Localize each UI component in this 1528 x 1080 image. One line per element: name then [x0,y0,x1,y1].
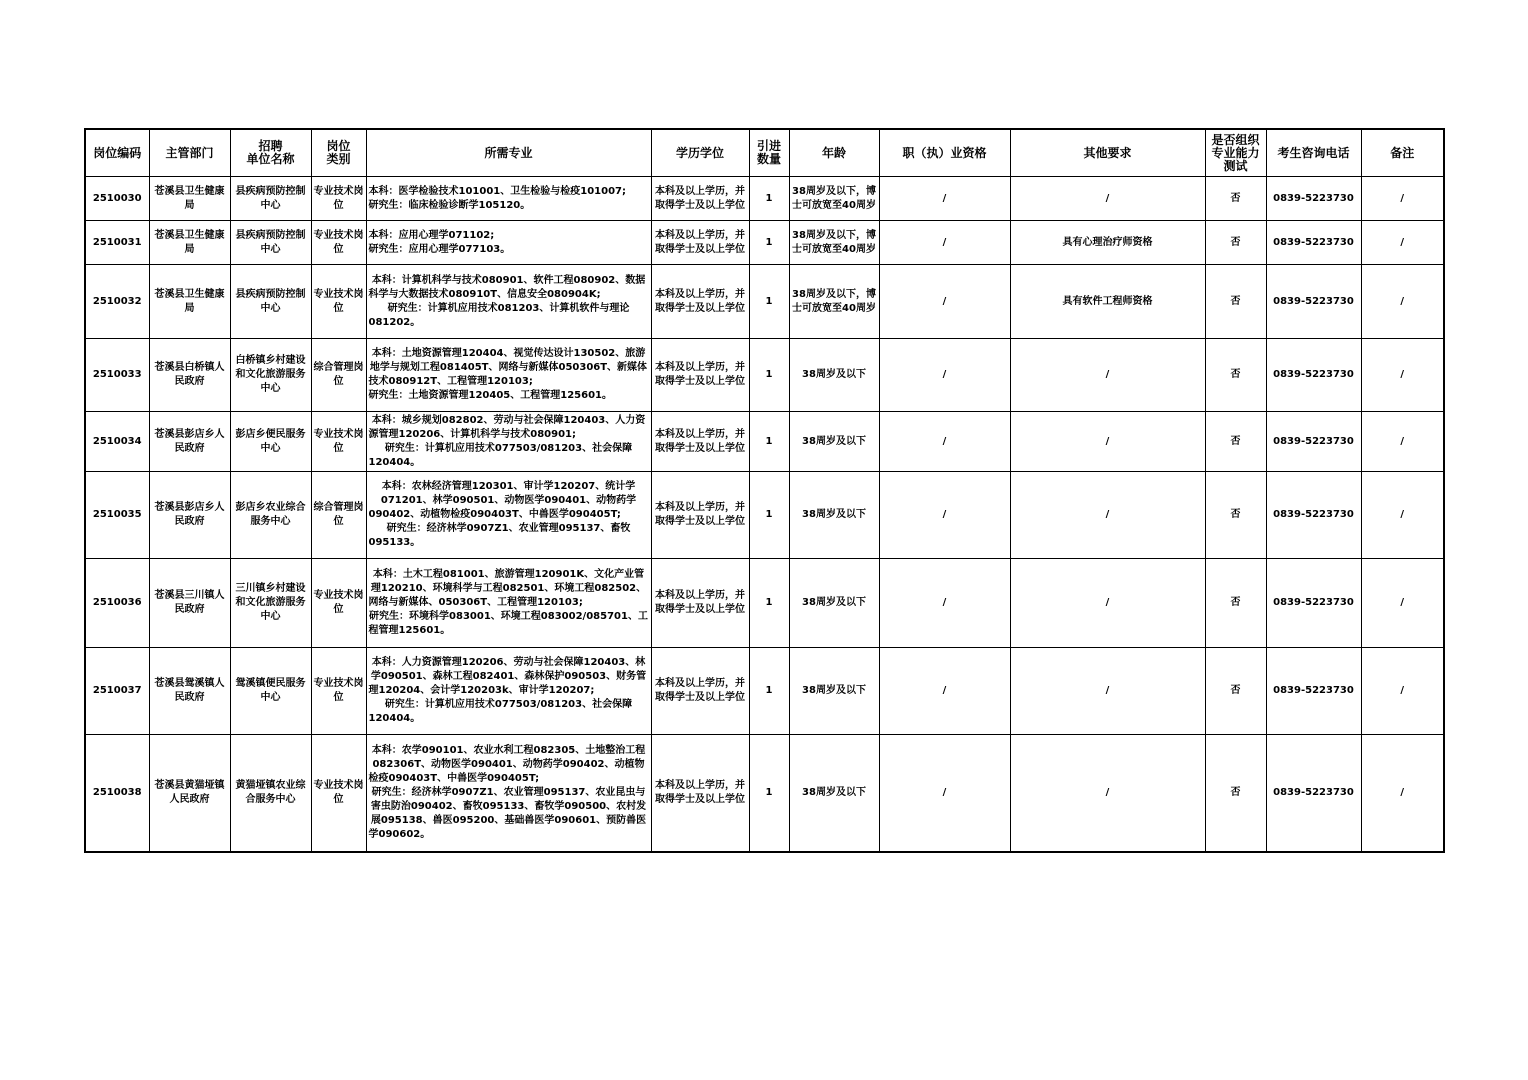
header-quantity: 引进 数量 [749,129,789,177]
post-code-cell: 2510031 [85,221,149,265]
post-category-cell: 综合管理岗位 [311,472,366,559]
skill-test-cell: 否 [1205,265,1266,339]
department-cell: 苍溪县彭店乡人民政府 [149,472,230,559]
remarks-cell: / [1361,648,1444,735]
quantity-cell: 1 [749,472,789,559]
major-line: 研究生：临床检验诊断学105120。 [368,199,531,211]
remarks-cell: / [1361,472,1444,559]
phone-cell: 0839-5223730 [1266,177,1361,221]
header-education: 学历学位 [651,129,749,177]
quantity-cell: 1 [749,339,789,412]
education-cell: 本科及以上学历，并取得学士及以上学位 [651,339,749,412]
major-line: 本科：土地资源管理120404、视觉传达设计130502、旅游地学与规划工程081405T、网络与新媒体050306T、新媒体技术080912T、工程管理120103; [368,348,648,387]
post-category-cell: 专业技术岗位 [311,735,366,852]
major-line: 本科：人力资源管理120206、劳动与社会保障120403、林学090501、森林工程082401、森林保护090503、财务管理120204、会计学120203k、审计学120207; [368,657,647,696]
remarks-cell: / [1361,412,1444,472]
unit-name-cell: 彭店乡便民服务中心 [230,412,311,472]
unit-name-cell: 县疾病预防控制中心 [230,177,311,221]
post-code-cell: 2510035 [85,472,149,559]
unit-name-cell: 鸳溪镇便民服务中心 [230,648,311,735]
education-cell: 本科及以上学历，并取得学士及以上学位 [651,412,749,472]
other-requirements-cell: 具有心理治疗师资格 [1010,221,1205,265]
age-cell: 38周岁及以下 [789,412,879,472]
education-cell: 本科及以上学历，并取得学士及以上学位 [651,735,749,852]
qualification-cell: / [879,265,1010,339]
phone-cell: 0839-5223730 [1266,559,1361,648]
post-category-cell: 专业技术岗位 [311,559,366,648]
post-code-cell: 2510030 [85,177,149,221]
education-cell: 本科及以上学历，并取得学士及以上学位 [651,559,749,648]
post-category-cell: 专业技术岗位 [311,221,366,265]
remarks-cell: / [1361,559,1444,648]
remarks-cell: / [1361,177,1444,221]
major-line: 本科：土木工程081001、旅游管理120901K、文化产业管理120210、环境科学与工程082501、环境工程082502、网络与新媒体、050306T、工程管理120103; [368,569,647,608]
qualification-cell: / [879,648,1010,735]
other-requirements-cell: / [1010,735,1205,852]
skill-test-cell: 否 [1205,221,1266,265]
qualification-cell: / [879,221,1010,265]
post-code-cell: 2510036 [85,559,149,648]
remarks-cell: / [1361,221,1444,265]
unit-name-cell: 白桥镇乡村建设和文化旅游服务中心 [230,339,311,412]
age-cell: 38周岁及以下，博士可放宽至40周岁 [789,221,879,265]
skill-test-cell: 否 [1205,648,1266,735]
major-line: 本科：农学090101、农业水利工程082305、土地整治工程082306T、动物医学090401、动物药学090402、动植物检疫090403T、中兽医学090405T; [368,744,646,784]
required-major-cell [366,339,651,412]
required-major-cell [366,648,651,735]
header-qualification: 职（执）业资格 [879,129,1010,177]
age-cell: 38周岁及以下 [789,735,879,852]
table-row [85,412,1444,472]
department-cell: 苍溪县鸳溪镇人民政府 [149,648,230,735]
phone-cell: 0839-5223730 [1266,221,1361,265]
phone-cell: 0839-5223730 [1266,339,1361,412]
remarks-cell: / [1361,735,1444,852]
age-cell: 38周岁及以下 [789,648,879,735]
other-requirements-cell: / [1010,648,1205,735]
required-major-cell [366,559,651,648]
skill-test-cell: 否 [1205,412,1266,472]
post-code-cell: 2510032 [85,265,149,339]
unit-name-cell: 县疾病预防控制中心 [230,221,311,265]
quantity-cell: 1 [749,648,789,735]
remarks-cell: / [1361,265,1444,339]
phone-cell: 0839-5223730 [1266,265,1361,339]
quantity-cell: 1 [749,735,789,852]
department-cell: 苍溪县卫生健康局 [149,265,230,339]
major-line: 本科：城乡规划082802、劳动与社会保障120403、人力资源管理120206、计算机科学与技术080901; [368,414,646,440]
table-body [85,177,1444,852]
department-cell: 苍溪县白桥镇人民政府 [149,339,230,412]
post-code-cell: 2510038 [85,735,149,852]
age-cell: 38周岁及以下 [789,559,879,648]
unit-name-cell: 三川镇乡村建设和文化旅游服务中心 [230,559,311,648]
header-required-major: 所需专业 [366,129,651,177]
major-line: 研究生：环境科学083001、环境工程083002/085701、工程管理125601。 [368,611,648,636]
table-row [85,177,1444,221]
table-row [85,559,1444,648]
quantity-cell: 1 [749,265,789,339]
major-line: 研究生：计算机应用技术077503/081203、社会保障120404。 [368,699,633,724]
department-cell: 苍溪县黄猫垭镇人民政府 [149,735,230,852]
required-major-cell [366,265,651,339]
required-major-cell [366,412,651,472]
unit-name-cell: 黄猫垭镇农业综合服务中心 [230,735,311,852]
department-cell: 苍溪县卫生健康局 [149,221,230,265]
qualification-cell: / [879,339,1010,412]
qualification-cell: / [879,177,1010,221]
education-cell: 本科及以上学历，并取得学士及以上学位 [651,221,749,265]
phone-cell: 0839-5223730 [1266,472,1361,559]
qualification-cell: / [879,412,1010,472]
header-post-code: 岗位编码 [85,129,149,177]
required-major-cell [366,177,651,221]
major-line: 本科：计算机科学与技术080901、软件工程080902、数据科学与大数据技术080910T、信息安全080904K; [368,274,646,300]
phone-cell: 0839-5223730 [1266,412,1361,472]
post-code-cell: 2510033 [85,339,149,412]
major-line: 研究生：应用心理学077103。 [368,243,511,255]
table-row [85,735,1444,852]
education-cell: 本科及以上学历，并取得学士及以上学位 [651,648,749,735]
unit-name-cell: 县疾病预防控制中心 [230,265,311,339]
skill-test-cell: 否 [1205,735,1266,852]
skill-test-cell: 否 [1205,177,1266,221]
quantity-cell: 1 [749,559,789,648]
other-requirements-cell: / [1010,412,1205,472]
education-cell: 本科及以上学历，并取得学士及以上学位 [651,265,749,339]
table-header-row [85,129,1444,177]
header-department: 主管部门 [149,129,230,177]
post-category-cell: 专业技术岗位 [311,412,366,472]
table-row [85,221,1444,265]
header-phone: 考生咨询电话 [1266,129,1361,177]
recruitment-table [84,128,1445,853]
remarks-cell: / [1361,339,1444,412]
other-requirements-cell: / [1010,559,1205,648]
table-row [85,265,1444,339]
age-cell: 38周岁及以下 [789,339,879,412]
major-line: 研究生：经济林学0907Z1、农业管理095137、农业昆虫与害虫防治090402、畜牧095133、畜牧学090500、农村发展095138、兽医095200、基础兽医学090601、预防兽医学090602。 [368,786,647,840]
quantity-cell: 1 [749,221,789,265]
required-major-cell [366,221,651,265]
table-row [85,648,1444,735]
header-age: 年龄 [789,129,879,177]
required-major-cell [366,472,651,559]
department-cell: 苍溪县三川镇人民政府 [149,559,230,648]
post-category-cell: 专业技术岗位 [311,648,366,735]
quantity-cell: 1 [749,412,789,472]
phone-cell: 0839-5223730 [1266,648,1361,735]
department-cell: 苍溪县彭店乡人民政府 [149,412,230,472]
education-cell: 本科及以上学历，并取得学士及以上学位 [651,177,749,221]
unit-name-cell: 彭店乡农业综合服务中心 [230,472,311,559]
qualification-cell: / [879,735,1010,852]
header-remarks: 备注 [1361,129,1444,177]
other-requirements-cell: / [1010,339,1205,412]
age-cell: 38周岁及以下，博士可放宽至40周岁 [789,265,879,339]
major-line: 本科：医学检验技术101001、卫生检验与检疫101007; [368,185,626,197]
post-code-cell: 2510034 [85,412,149,472]
header-skill-test: 是否组织 专业能力 测试 [1205,129,1266,177]
skill-test-cell: 否 [1205,559,1266,648]
major-line: 研究生：计算机应用技术077503/081203、社会保障120404。 [368,442,633,468]
table-row [85,339,1444,412]
header-other-requirements: 其他要求 [1010,129,1205,177]
required-major-cell [366,735,651,852]
other-requirements-cell: / [1010,177,1205,221]
education-cell: 本科及以上学历，并取得学士及以上学位 [651,472,749,559]
header-unit-name: 招聘 单位名称 [230,129,311,177]
post-category-cell: 专业技术岗位 [311,265,366,339]
qualification-cell: / [879,559,1010,648]
major-line: 研究生：计算机应用技术081203、计算机软件与理论081202。 [368,302,630,328]
qualification-cell: / [879,472,1010,559]
department-cell: 苍溪县卫生健康局 [149,177,230,221]
post-category-cell: 专业技术岗位 [311,177,366,221]
age-cell: 38周岁及以下 [789,472,879,559]
skill-test-cell: 否 [1205,472,1266,559]
age-cell: 38周岁及以下，博士可放宽至40周岁 [789,177,879,221]
other-requirements-cell: 具有软件工程师资格 [1010,265,1205,339]
major-line: 本科：应用心理学071102; [368,229,495,241]
post-code-cell: 2510037 [85,648,149,735]
major-line: 研究生：经济林学0907Z1、农业管理095137、畜牧095133。 [368,523,631,548]
major-line: 本科：农林经济管理120301、审计学120207、统计学071201、林学090501、动物医学090401、动物药学090402、动植物检疫090403T、中兽医学090405T; [368,481,637,520]
phone-cell: 0839-5223730 [1266,735,1361,852]
skill-test-cell: 否 [1205,339,1266,412]
header-post-category: 岗位 类别 [311,129,366,177]
quantity-cell: 1 [749,177,789,221]
post-category-cell: 综合管理岗位 [311,339,366,412]
major-line: 研究生：土地资源管理120405、工程管理125601。 [368,390,612,401]
other-requirements-cell: / [1010,472,1205,559]
table-row [85,472,1444,559]
